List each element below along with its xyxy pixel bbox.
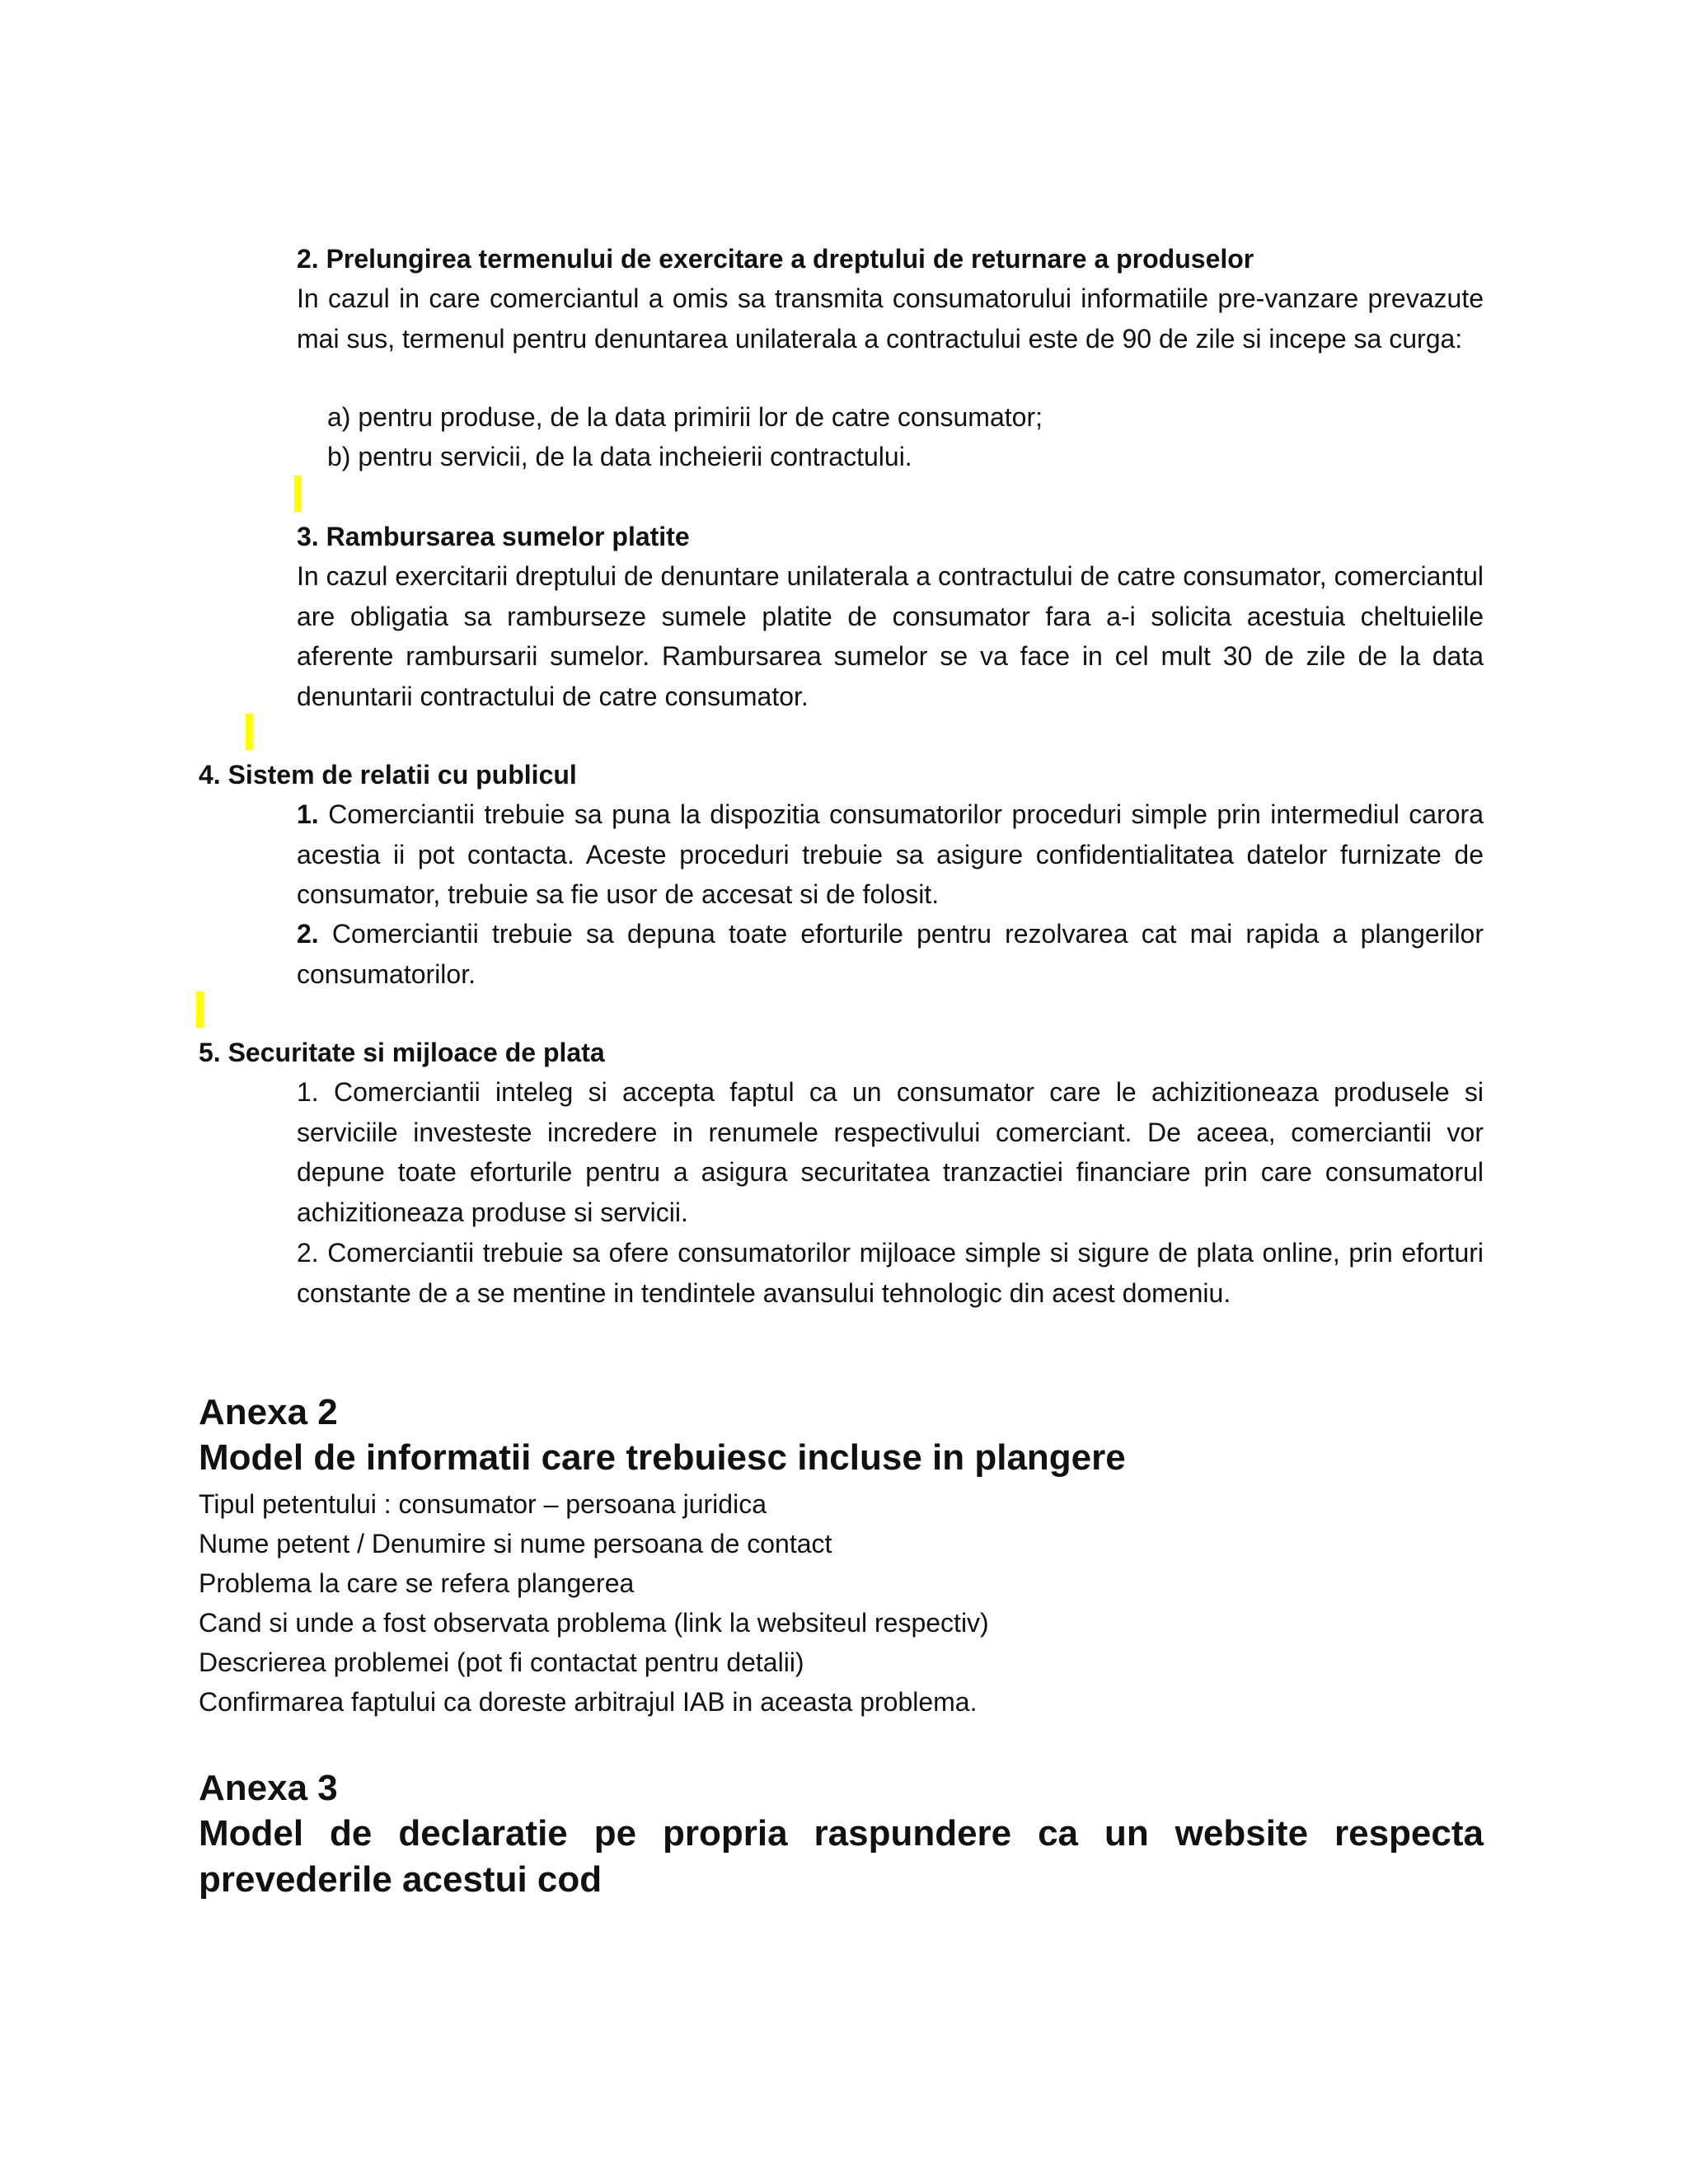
- section-2-item-a: a) pentru produse, de la data primirii lor de catre consumator;: [327, 402, 1043, 432]
- annex-2-title: Anexa 2: [199, 1392, 338, 1432]
- section-4-p2-number: 2.: [297, 919, 319, 949]
- annex-3-title: Anexa 3: [199, 1768, 338, 1808]
- highlight-marker: [246, 714, 253, 750]
- annex-2-line: Cand si unde a fost observata problema (link la websiteul respectiv): [199, 1608, 989, 1638]
- section-4-paragraph-1: [297, 794, 1484, 915]
- annex-2-line: Problema la care se refera plangerea: [199, 1568, 635, 1598]
- highlight-marker: [294, 476, 302, 512]
- section-2-paragraph: In cazul in care comerciantul a omis sa transmita consumatorului informatiile pre-vanzare prevazute mai sus, termenul pentru denuntarea unilaterala a contractului este de 90 de zile si incepe sa curga:: [297, 284, 1484, 354]
- section-4-paragraph-2: [297, 914, 1484, 994]
- section-5-paragraph-2: 2. Comerciantii trebuie sa ofere consumatorilor mijloace simple si sigure de plata online, prin eforturi constante de a se mentine in tendintele avansului tehnologic din acest domeniu.: [297, 1238, 1484, 1308]
- section-4-heading: 4. Sistem de relatii cu publicul: [199, 760, 577, 790]
- annex-2-line: Tipul petentului : consumator – persoana juridica: [199, 1489, 767, 1519]
- section-3-paragraph: In cazul exercitarii dreptului de denuntare unilaterala a contractului de catre consumator, comerciantul are obligatia sa ramburseze sumele platite de consumator fara a-i solicita acestuia cheltuielile aferente rambursarii sumelor. Rambursarea sumelor se va face in cel mult 30 de zile de la data denuntarii contractului de catre consumator.: [297, 561, 1484, 711]
- section-5-paragraph-1: 1. Comerciantii inteleg si accepta faptul ca un consumator care le achizitioneaza produsele si serviciile investeste incredere in renumele respectivului comerciant. De aceea, comerciantii vor depune toate eforturile pentru a asigura securitatea tranzactiei financiare prin care consumatorul achizitioneaza produse si servicii.: [297, 1077, 1484, 1227]
- section-2-item-b: b) pentru servicii, de la data incheierii contractului.: [327, 442, 912, 471]
- section-3-heading: 3. Rambursarea sumelor platite: [297, 522, 690, 551]
- annex-3-subtitle: Model de declaratie pe propria raspundere ca un website respecta prevederile acestui cod: [199, 1813, 1484, 1900]
- section-4-p1-number: 1.: [297, 799, 319, 829]
- annex-2-line: Nume petent / Denumire si nume persoana de contact: [199, 1529, 832, 1558]
- annex-2-line: Descrierea problemei (pot fi contactat pentru detalii): [199, 1647, 804, 1677]
- section-5-heading: 5. Securitate si mijloace de plata: [199, 1038, 605, 1067]
- annex-2-line: Confirmarea faptului ca doreste arbitrajul IAB in aceasta problema.: [199, 1687, 978, 1717]
- annex-2-subtitle: Model de informatii care trebuiesc incluse in plangere: [199, 1437, 1126, 1478]
- section-4-p2-text: Comerciantii trebuie sa depuna toate eforturile pentru rezolvarea cat mai rapida a plangerilor consumatorilor.: [297, 919, 1484, 989]
- highlight-marker: [196, 991, 204, 1028]
- section-4-p1-text: Comerciantii trebuie sa puna la dispozitia consumatorilor proceduri simple prin intermediul carora acestia ii pot contacta. Aceste proceduri trebuie sa asigure confidentialitatea datelor furnizate de consumator, trebuie sa fie usor de accesat si de folosit.: [297, 799, 1484, 909]
- section-2-heading: 2. Prelungirea termenului de exercitare a dreptului de returnare a produselor: [297, 244, 1254, 274]
